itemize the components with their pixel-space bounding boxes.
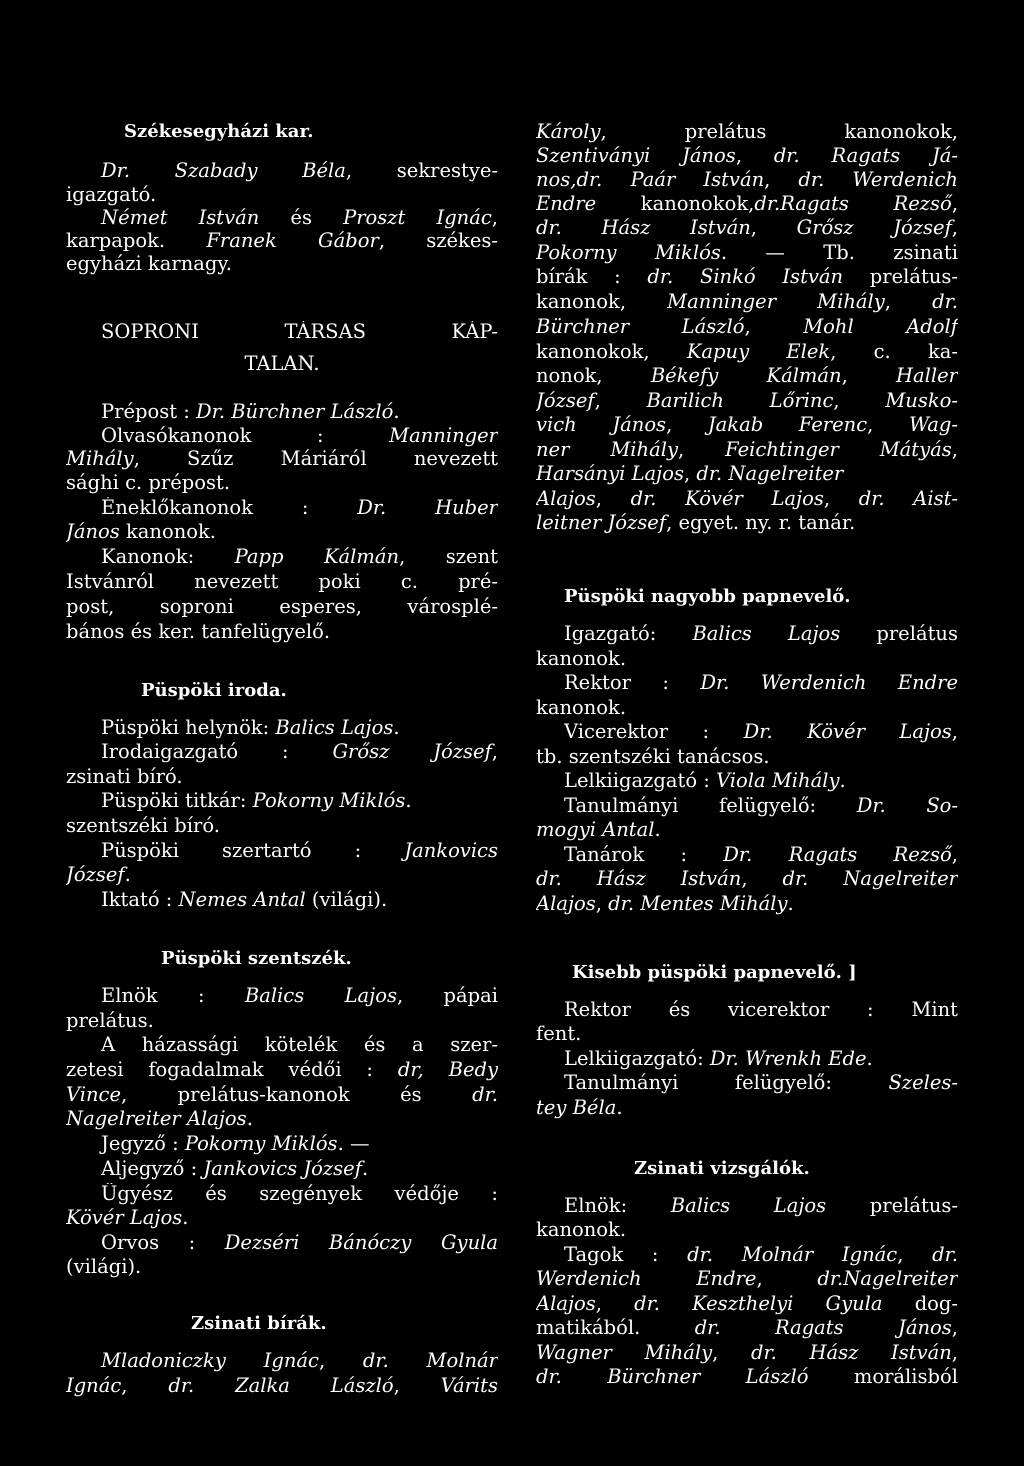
right-line: Igazgató: Balics Lajos prelátus: [564, 623, 958, 645]
right-line: Tanulmányi felügyelő: Szeles-: [564, 1072, 958, 1094]
right-line: Vicerektor : Dr. Kövér Lajos,: [564, 721, 958, 743]
right-line: dr. Hász István, Grősz József,: [536, 217, 958, 239]
left-line: sághi c. prépost.: [66, 472, 231, 494]
left-line: szentszéki bíró.: [66, 815, 220, 837]
left-line: Elnök : Balics Lajos, pápai: [101, 985, 498, 1007]
left-line: János kanonok.: [66, 521, 217, 543]
heading-puspoki-iroda: Püspöki iroda.: [141, 680, 287, 701]
heading-puspoki-nagyobb-papnevelo: Püspöki nagyobb papnevelő.: [564, 586, 851, 607]
left-line: Német István és Proszt Ignác,: [101, 207, 498, 229]
right-line: Lelkiigazgató: Dr. Wrenkh Ede.: [564, 1048, 873, 1070]
right-line: Harsányi Lajos, dr. Nagelreiter: [536, 463, 844, 485]
left-line: post, soproni esperes, városplé-: [66, 596, 498, 618]
left-line: Kanonok: Papp Kálmán, szent: [101, 546, 498, 568]
left-line: József.: [66, 864, 131, 886]
right-line: Rektor : Dr. Werdenich Endre: [564, 672, 958, 694]
right-line: tb. szentszéki tanácsos.: [536, 746, 770, 768]
right-line: Endre kanonokok,dr.Ragats Rezső,: [536, 193, 958, 215]
right-line: Lelkiigazgató : Viola Mihály.: [564, 770, 846, 792]
heading-soproni-tarsas-kaptalan: SOPRONI TÁRSAS KÁP-: [101, 321, 498, 343]
right-line: Rektor és vicerektor : Mint: [564, 999, 958, 1021]
right-line: dr. Bürchner László morálisból: [536, 1366, 958, 1388]
right-line: Tanárok : Dr. Ragats Rezső,: [564, 844, 958, 866]
left-line: prelátus.: [66, 1010, 154, 1032]
left-line: zsinati bíró.: [66, 766, 183, 788]
left-line: Ügyész és szegények védője :: [101, 1183, 498, 1205]
left-line: Mihály, Szűz Máriáról nevezett: [66, 448, 498, 470]
right-line: bírák : dr. Sinkó István prelátus-: [536, 266, 958, 288]
right-line: Elnök: Balics Lajos prelátus-: [564, 1195, 958, 1217]
right-line: Alajos, dr. Keszthelyi Gyula dog-: [536, 1293, 958, 1315]
right-line: kanonok.: [536, 648, 627, 670]
right-line: leitner József, egyet. ny. r. tanár.: [536, 512, 856, 534]
left-line: Aljegyző : Jankovics József.: [101, 1158, 369, 1180]
left-line: zetesi fogadalmak védői : dr, Bedy: [66, 1059, 498, 1081]
right-line: Alajos, dr. Mentes Mihály.: [536, 893, 794, 915]
left-line: Éneklőkanonok : Dr. Huber: [101, 497, 498, 519]
right-line: nonok, Békefy Kálmán, Haller: [536, 365, 958, 387]
right-line: kanonok.: [536, 1219, 627, 1241]
right-line: matikából. dr. Ragats János,: [536, 1317, 958, 1339]
left-line: Jegyző : Pokorny Miklós. —: [101, 1133, 370, 1155]
left-line: A házassági kötelék és a szer-: [101, 1034, 498, 1056]
right-line: Tagok : dr. Molnár Ignác, dr.: [564, 1244, 958, 1266]
heading-puspoki-szentszek: Püspöki szentszék.: [161, 948, 352, 969]
left-line: Kövér Lajos.: [66, 1207, 189, 1229]
left-line: bános és ker. tanfelügyelő.: [66, 621, 331, 643]
left-line: Püspöki helynök: Balics Lajos.: [101, 717, 400, 739]
right-line: mogyi Antal.: [536, 819, 661, 841]
left-line: Irodaigazgató : Grősz József,: [101, 741, 498, 763]
right-line: fent.: [536, 1023, 582, 1045]
right-line: Wagner Mihály, dr. Hász István,: [536, 1342, 958, 1364]
right-line: Károly, prelátus kanonokok,: [536, 121, 958, 143]
right-line: Bürchner László, Mohl Adolf: [536, 316, 958, 338]
right-line: Werdenich Endre, dr.Nagelreiter: [536, 1268, 958, 1290]
left-line: Püspöki szertartó : Jankovics: [101, 840, 498, 862]
right-line: Alajos, dr. Kövér Lajos, dr. Aist-: [536, 488, 958, 510]
heading-zsinati-vizsgalok: Zsinati vizsgálók.: [634, 1158, 810, 1179]
right-line: kanonok.: [536, 697, 627, 719]
heading-soproni-tarsas-kaptalan: TALAN.: [244, 353, 320, 375]
right-line: nos,dr. Paár István, dr. Werdenich: [536, 169, 958, 191]
left-line: Istvánról nevezett poki c. pré-: [66, 571, 498, 593]
left-line: Orvos : Dezséri Bánóczy Gyula: [101, 1232, 498, 1254]
right-line: József, Barilich Lőrinc, Musko-: [536, 390, 958, 412]
right-line: kanonokok, Kapuy Elek, c. ka-: [536, 341, 958, 363]
right-line: tey Béla.: [536, 1097, 623, 1119]
right-line: Tanulmányi felügyelő: Dr. So-: [564, 795, 958, 817]
heading-kisebb-puspoki-papnevelo: Kisebb püspöki papnevelő. ]: [572, 962, 857, 983]
left-line: Dr. Szabady Béla, sekrestye-: [101, 160, 498, 182]
right-line: Pokorny Miklós. — Tb. zsinati: [536, 242, 958, 264]
right-line: kanonok, Manninger Mihály, dr.: [536, 291, 958, 313]
right-line: ner Mihály, Feichtinger Mátyás,: [536, 439, 958, 461]
left-line: igazgató.: [66, 184, 157, 206]
right-line: Szentiványi János, dr. Ragats Já-: [536, 145, 958, 167]
heading-szekesegyhazi-kar: Székesegyházi kar.: [124, 121, 314, 142]
left-line: Iktató : Nemes Antal (világi).: [101, 889, 388, 911]
left-line: Prépost : Dr. Bürchner László.: [101, 401, 400, 423]
right-line: dr. Hász István, dr. Nagelreiter: [536, 868, 958, 890]
left-line: Nagelreiter Alajos.: [66, 1108, 253, 1130]
right-line: vich János, Jakab Ferenc, Wag-: [536, 414, 958, 436]
left-line: Ignác, dr. Zalka László, Várits: [66, 1375, 498, 1397]
left-line: karpapok. Franek Gábor, székes-: [66, 230, 498, 252]
left-line: Püspöki titkár: Pokorny Miklós.: [101, 790, 412, 812]
left-line: Vince, prelátus-kanonok és dr.: [66, 1084, 498, 1106]
left-line: (világi).: [66, 1256, 142, 1278]
left-line: Mladoniczky Ignác, dr. Molnár: [101, 1350, 498, 1372]
heading-zsinati-birak: Zsinati bírák.: [191, 1313, 327, 1334]
left-line: egyházi karnagy.: [66, 253, 232, 275]
left-line: Olvasókanonok : Manninger: [101, 425, 498, 447]
